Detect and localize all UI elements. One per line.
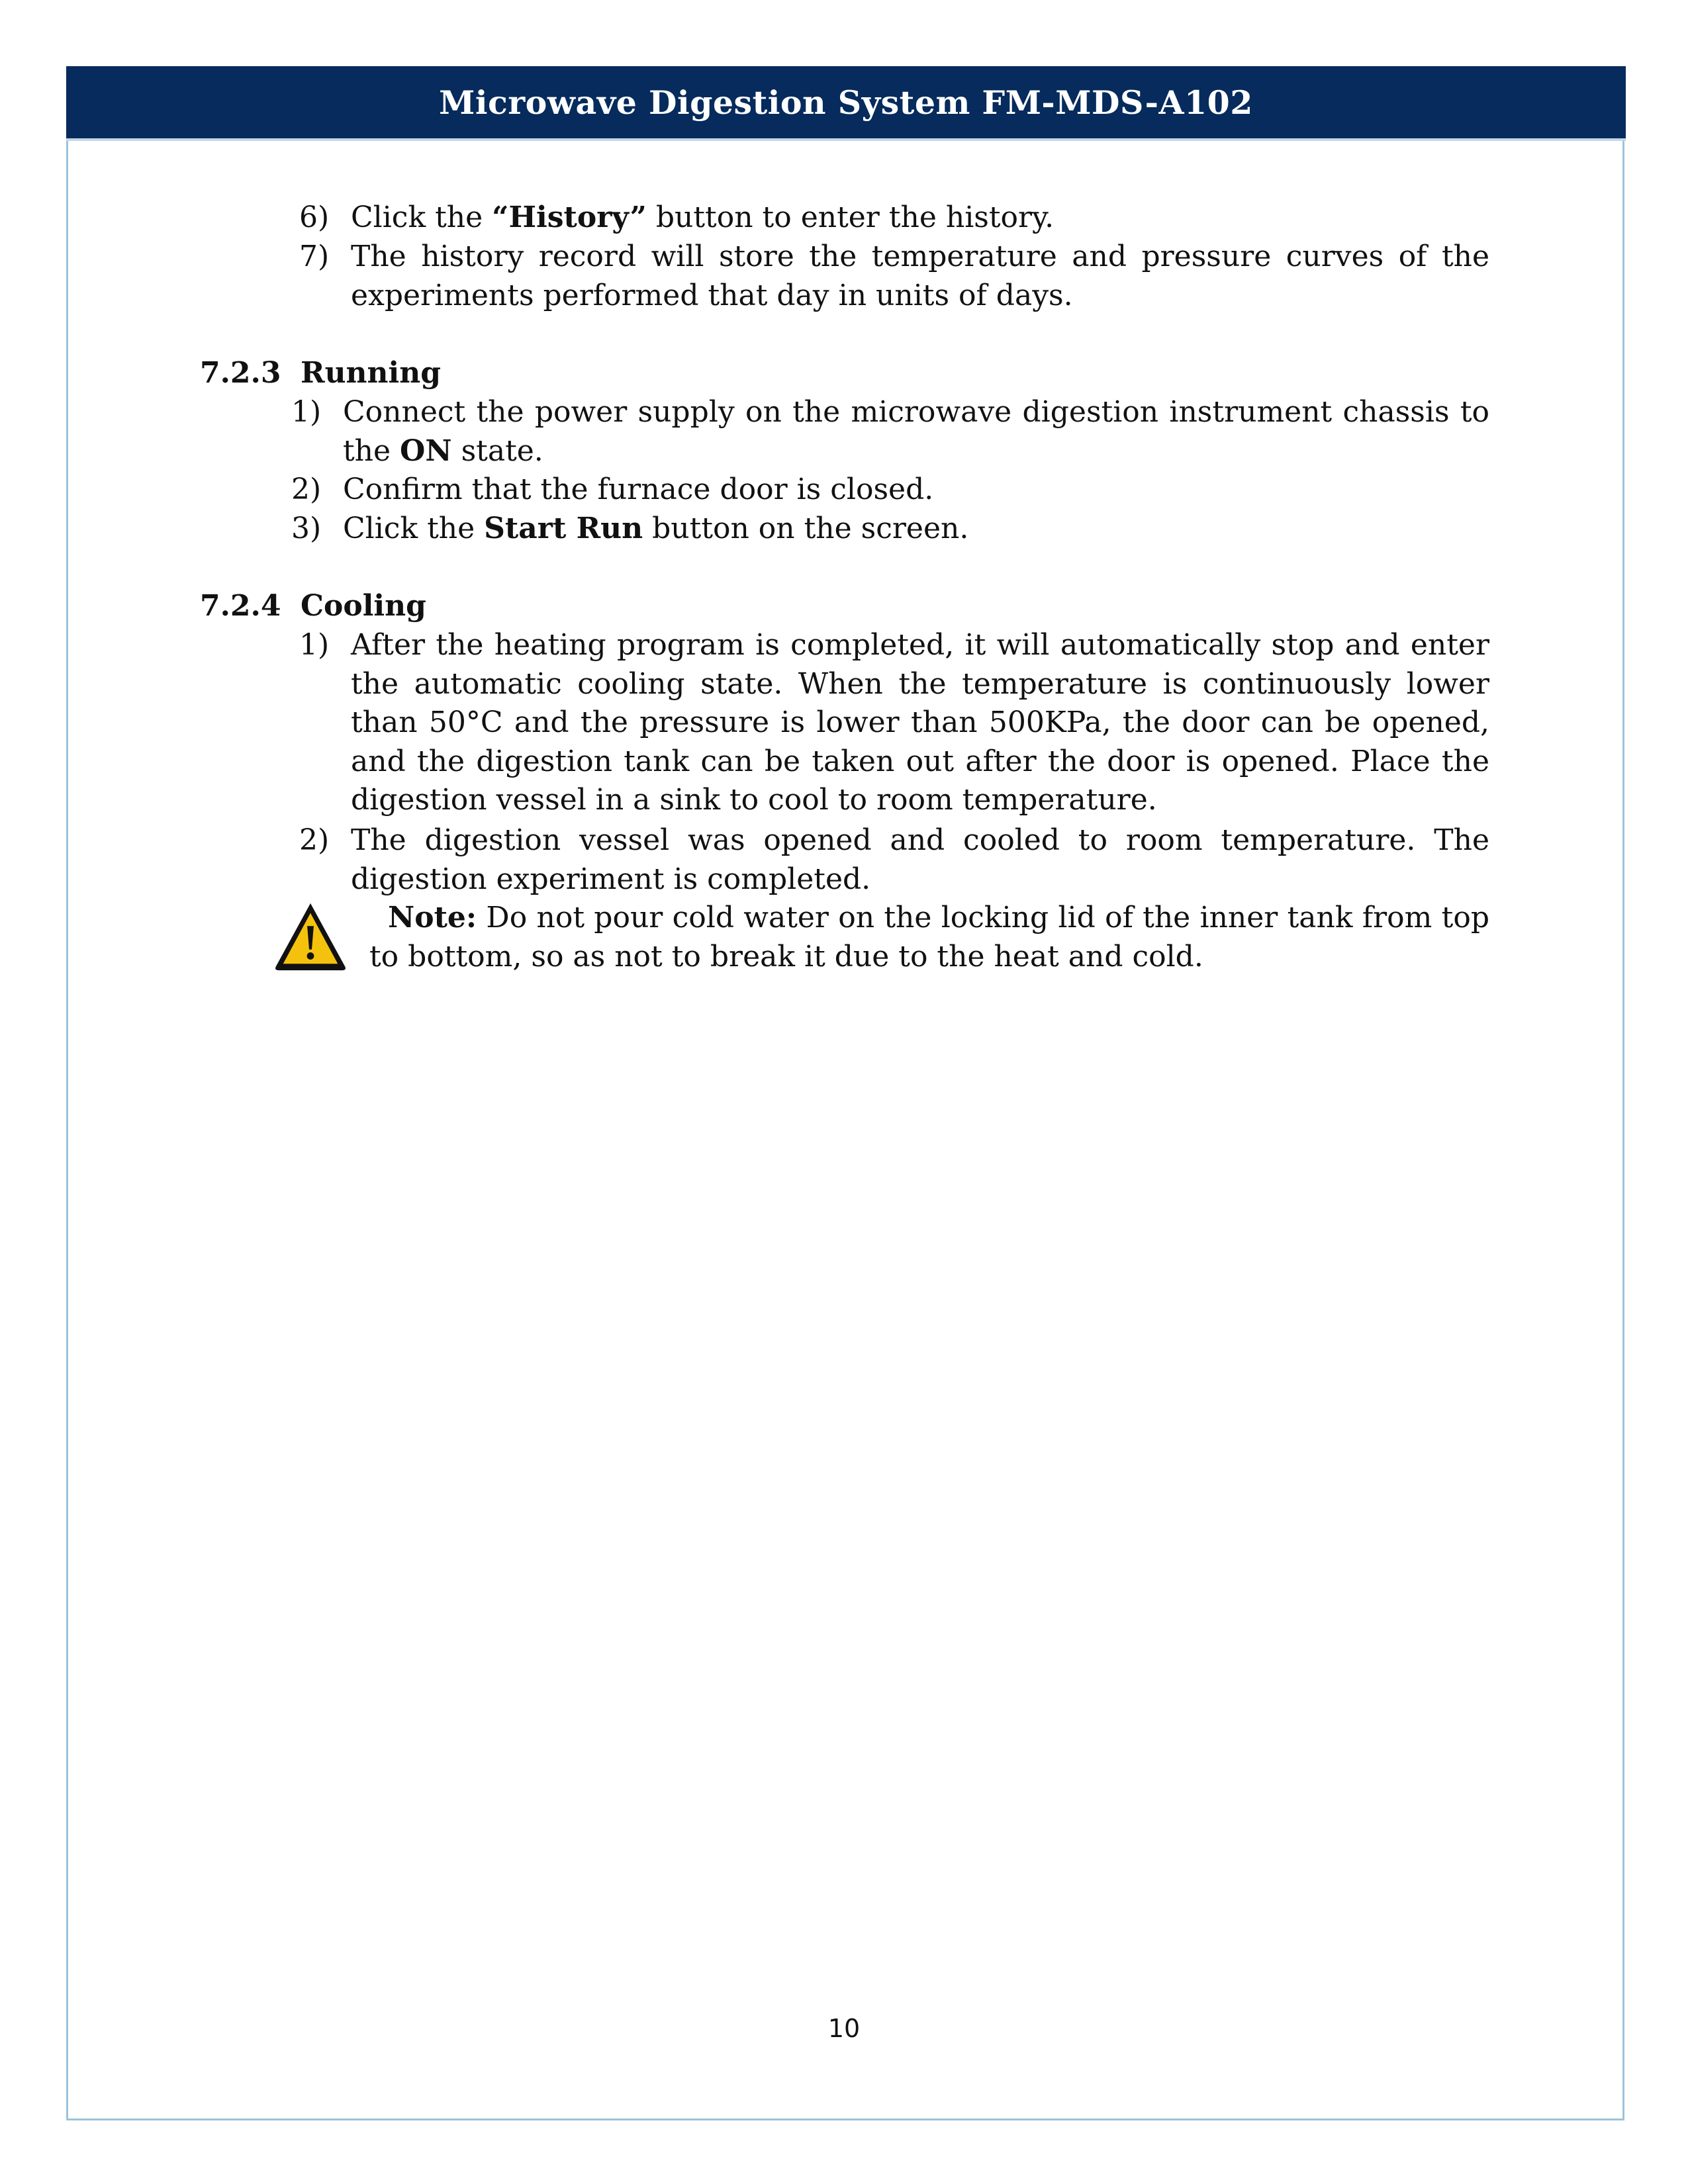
- cooling-note: [369, 899, 1489, 976]
- note-text: [369, 899, 1489, 976]
- cooling-item-2: The digestion vessel was opened and cooled to room temperature. The digestion experiment is completed.: [351, 823, 1489, 896]
- section-number-cooling: 7.2.4: [200, 589, 281, 623]
- document-title: Microwave Digestion System FM-MDS-A102: [439, 83, 1253, 122]
- cooling-item-1: After the heating program is completed, it will automatically stop and enter the automatic cooling state. When the temperature is continuously lower than 50°C and the pressure is lower than 500KPa, the door can be opened, and the digestion tank can be taken out after the door is opened. Place the digestion vessel in a sink to cool to room temperature.: [351, 628, 1489, 817]
- history-button-name: “History”: [492, 201, 647, 234]
- section-title-cooling: Cooling: [301, 589, 426, 623]
- power-state-label: ON: [400, 433, 452, 468]
- running-item-3: [343, 510, 1489, 549]
- start-run-button-name: Start Run: [484, 512, 643, 545]
- history-item-7: The history record will store the temperature and pressure curves of the experiments performed that day in units of days.: [351, 240, 1489, 312]
- running-item-text-before: Connect the power supply on the microwave digestion instrument chassis to the: [343, 395, 1489, 468]
- section-number-running: 7.2.3: [200, 356, 281, 390]
- history-item-number: 7): [299, 240, 330, 273]
- history-item-number: 6): [299, 201, 330, 234]
- note-label: Note:: [388, 901, 477, 934]
- cooling-item-number: 2): [299, 823, 330, 857]
- running-item-2: Confirm that the furnace door is closed.: [343, 473, 934, 506]
- running-item-text-after: state.: [451, 433, 543, 468]
- running-item-number: 3): [291, 512, 322, 545]
- section-title-running: Running: [301, 356, 442, 390]
- history-item-6: [351, 199, 1489, 238]
- history-item-text-before: Click the: [351, 201, 492, 234]
- running-item-text-after: button on the screen.: [643, 512, 969, 545]
- running-item-1: [343, 393, 1489, 471]
- warning-triangle-icon: [271, 899, 350, 973]
- running-item-number: 2): [291, 473, 322, 506]
- page-number: 10: [827, 2014, 861, 2043]
- section-heading-cooling: [200, 587, 426, 626]
- running-item-number: 1): [291, 395, 322, 429]
- cooling-item-number: 1): [299, 628, 330, 662]
- history-item-text-after: button to enter the history.: [646, 201, 1055, 234]
- note-body: Do not pour cold water on the locking lid of the inner tank from top to bottom, so as not to break it due to the heat and cold.: [369, 901, 1489, 974]
- section-heading-running: [200, 354, 441, 393]
- running-item-text-before: Click the: [343, 512, 485, 545]
